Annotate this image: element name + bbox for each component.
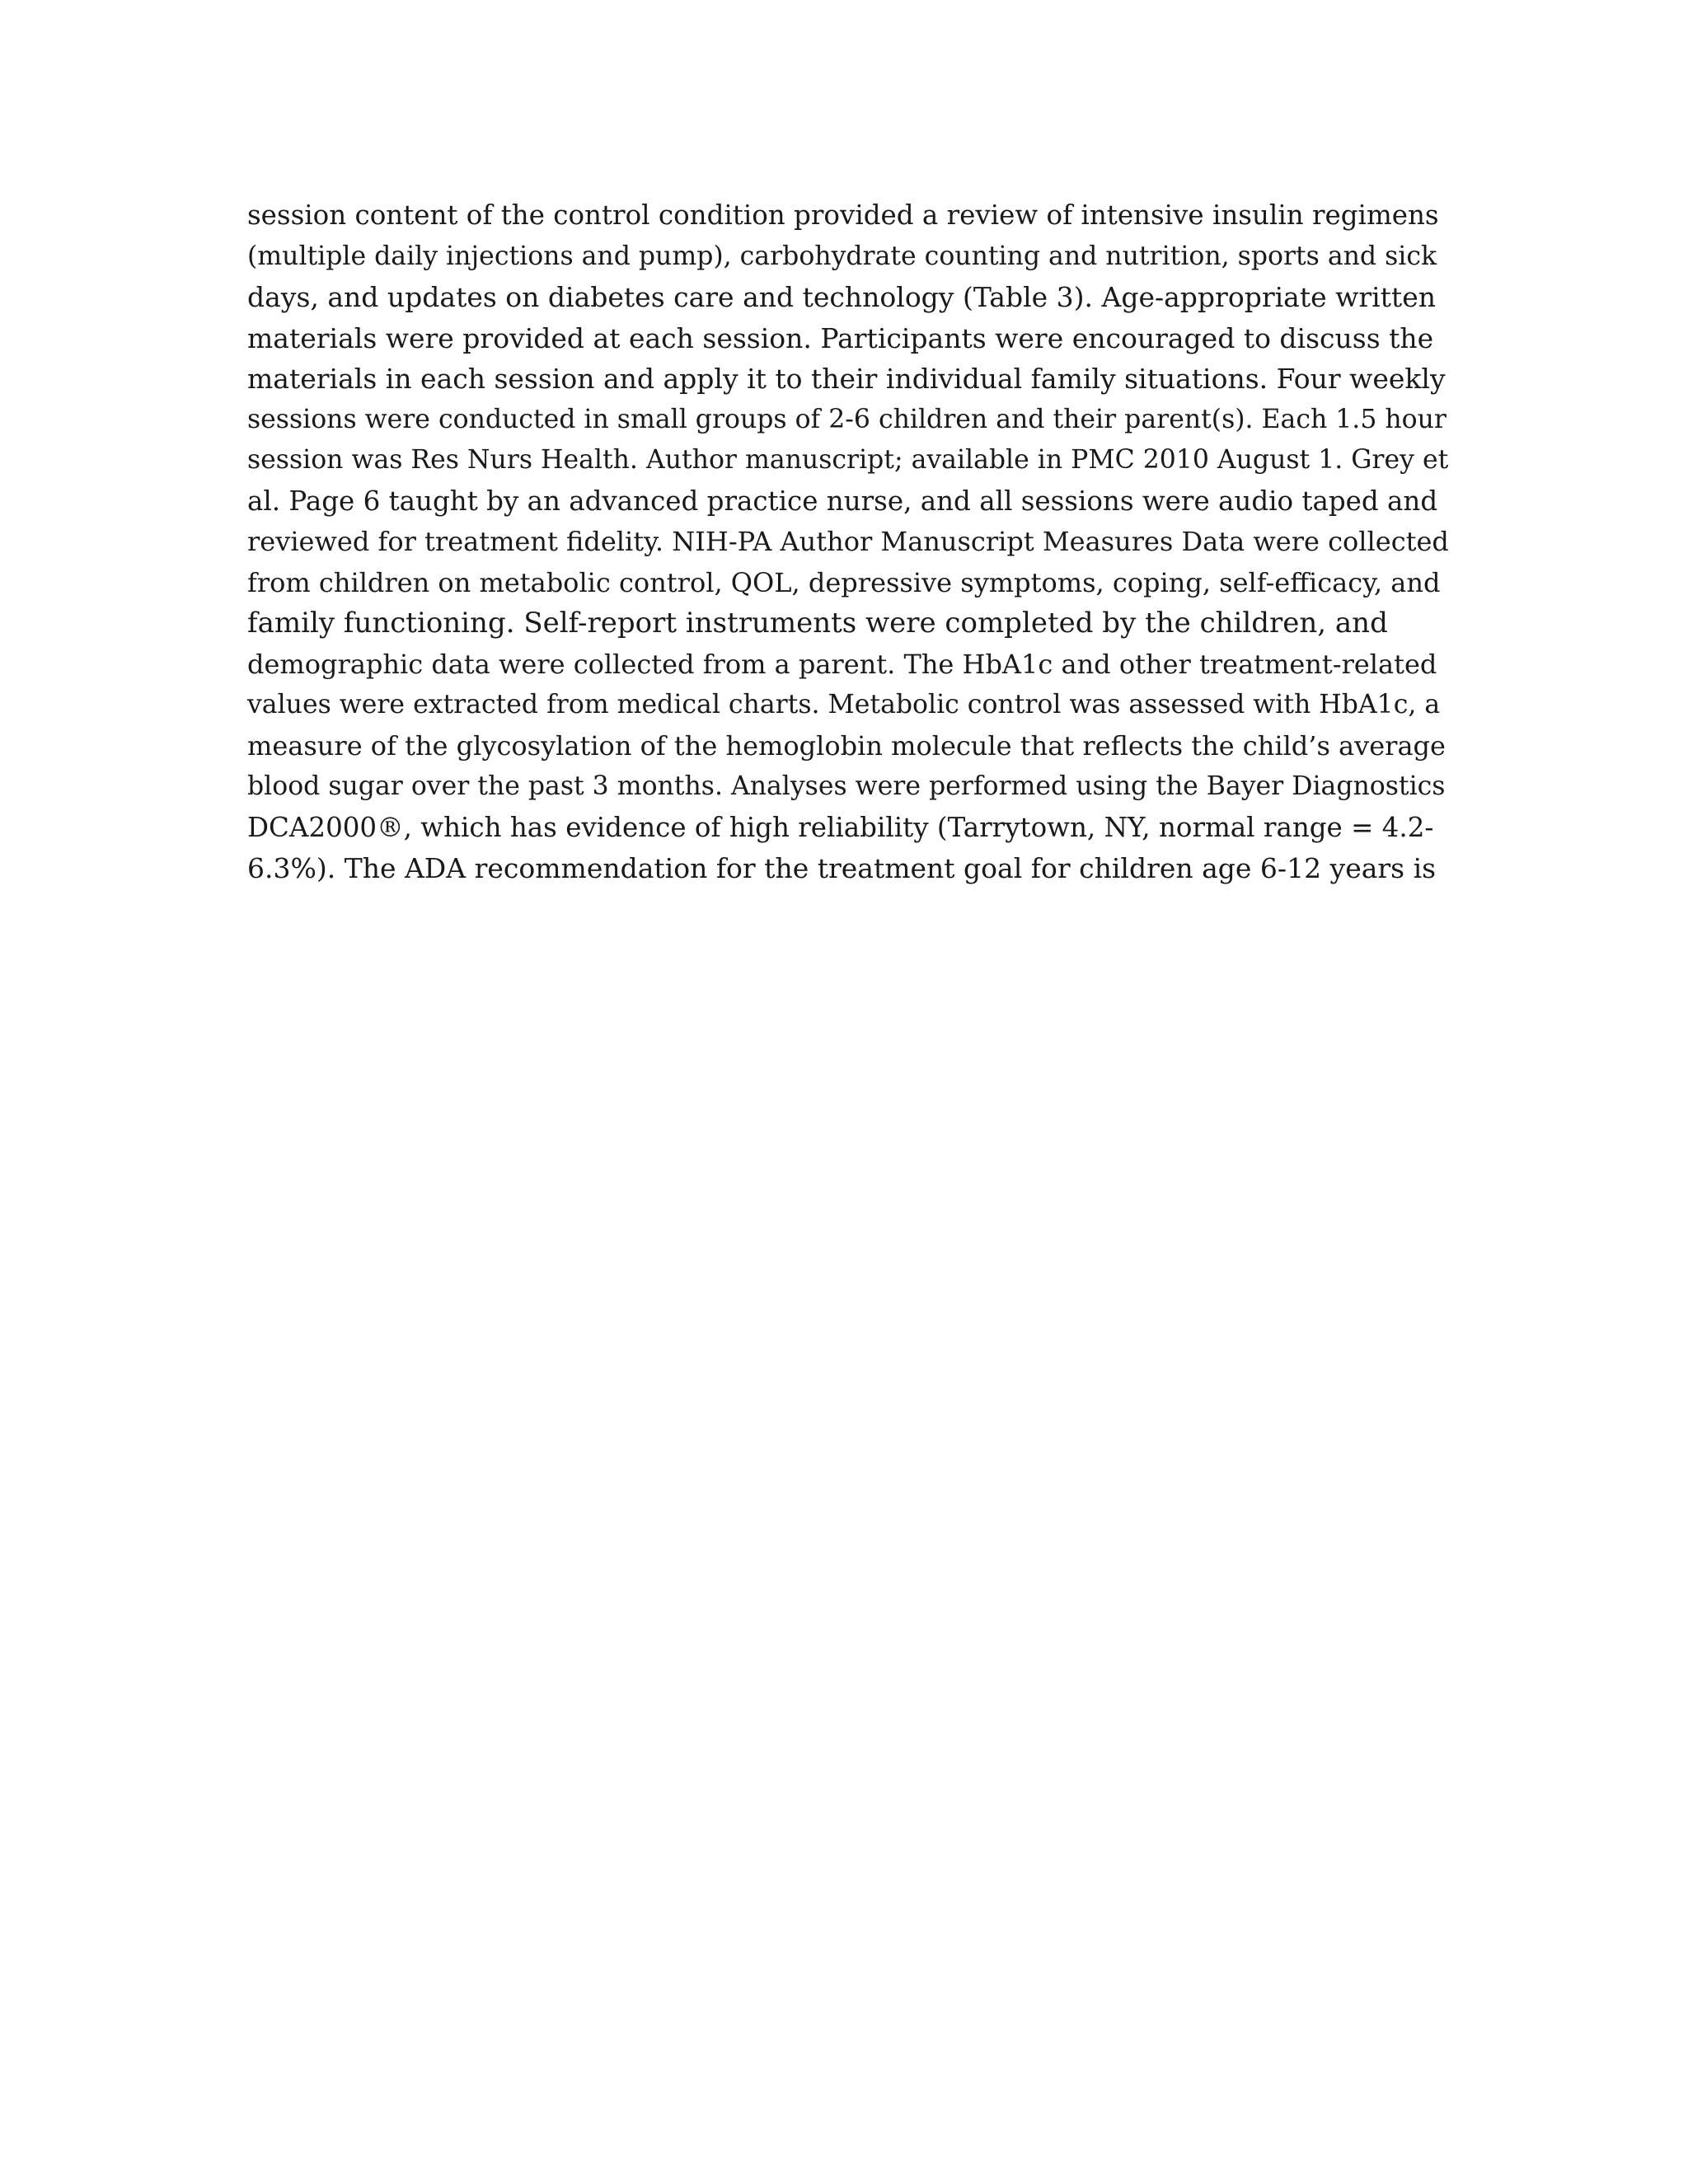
text-line: values were extracted from medical charts. Metabolic control was assessed with HbA1c, a <box>247 690 1441 719</box>
text-line: DCA2000®, which has evidence of high reliability (Tarrytown, NY, normal range = 4.2- <box>247 811 1434 843</box>
text-line: days, and updates on diabetes care and technology (Table 3). Age-appropriate written <box>247 281 1436 313</box>
text-line: materials in each session and apply it to their individual family situations. Four weekly <box>247 363 1446 395</box>
text-line: demographic data were collected from a parent. The HbA1c and other treatment-related <box>247 648 1437 680</box>
text-line: reviewed for treatment fidelity. NIH-PA Author Manuscript Measures Data were collected <box>247 526 1449 557</box>
text-line: from children on metabolic control, QOL, depressive symptoms, coping, self-efficacy, and <box>247 566 1441 598</box>
text-line: al. Page 6 taught by an advanced practice nurse, and all sessions were audio taped and <box>247 485 1438 517</box>
text-line: blood sugar over the past 3 months. Analyses were performed using the Bayer Diagnostics <box>247 771 1446 801</box>
text-line: 6.3%). The ADA recommendation for the treatment goal for children age 6-12 years is <box>247 852 1437 884</box>
text-line: session content of the control condition provided a review of intensive insulin regimens <box>247 199 1439 231</box>
body-paragraph <box>247 195 1451 889</box>
text-line: measure of the glycosylation of the hemoglobin molecule that reflects the child’s average <box>247 729 1446 762</box>
text-line: family functioning. Self-report instruments were completed by the children, and <box>247 607 1388 640</box>
text-line: session was Res Nurs Health. Author manuscript; available in PMC 2010 August 1. Grey et <box>247 445 1449 475</box>
text-line: (multiple daily injections and pump), carbohydrate counting and nutrition, sports and sick <box>247 241 1437 271</box>
text-line: sessions were conducted in small groups of 2-6 children and their parent(s). Each 1.5 hour <box>247 404 1447 434</box>
text-line: materials were provided at each session. Participants were encouraged to discuss the <box>247 321 1434 354</box>
